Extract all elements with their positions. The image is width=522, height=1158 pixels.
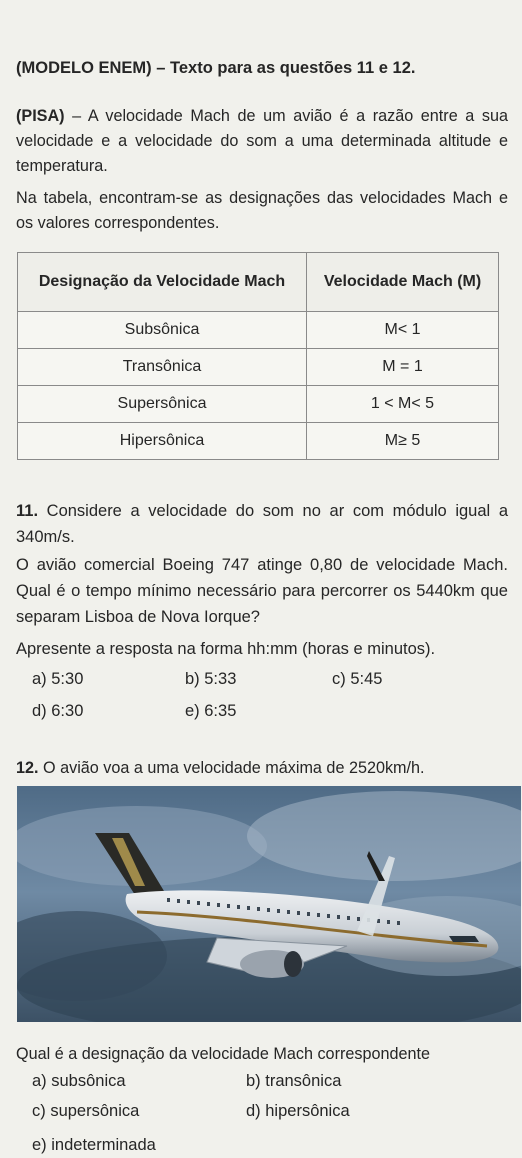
- q11-option-e[interactable]: e) 6:35: [185, 702, 237, 720]
- table-row: [18, 312, 499, 349]
- q11-option-b[interactable]: b) 5:33: [185, 670, 237, 688]
- table-row: [18, 349, 499, 386]
- q11-question: O avião comercial Boeing 747 atinge 0,80 de velocidade Mach. Qual é o tempo mínimo necessário para percorrer os 5440km que separam Lisboa de Nova Iorque?: [16, 556, 508, 626]
- q11-number: 11.: [16, 502, 39, 520]
- header-title: (MODELO ENEM) – Texto para as questões 11 e 12.: [16, 59, 416, 77]
- q12-number: 12.: [16, 759, 39, 777]
- table-cell: M< 1: [307, 312, 499, 349]
- intro-lead: (PISA): [16, 107, 65, 125]
- q12-text: O avião voa a uma velocidade máxima de 2520km/h.: [38, 759, 425, 777]
- q11-option-c[interactable]: c) 5:45: [332, 670, 383, 688]
- intro-table-note: Na tabela, encontram-se as designações das velocidades Mach e os valores correspondentes.: [16, 189, 508, 232]
- q11-instruction: Apresente a resposta na forma hh:mm (horas e minutos).: [16, 640, 436, 658]
- q11-option-a[interactable]: a) 5:30: [32, 670, 84, 688]
- table-header-row: [18, 253, 499, 312]
- intro-paragraph: [16, 104, 508, 179]
- q12-option-b[interactable]: b) transônica: [246, 1072, 342, 1090]
- table-cell: 1 < M< 5: [307, 386, 499, 423]
- table-row: [18, 423, 499, 460]
- q11-text: Considere a velocidade do som no ar com módulo igual a 340m/s.: [16, 502, 508, 546]
- table-cell: Supersônica: [18, 386, 307, 423]
- q12-option-c[interactable]: c) supersônica: [32, 1102, 140, 1120]
- table-header-velocity: Velocidade Mach (M): [307, 253, 499, 312]
- airplane-image: [17, 786, 521, 1022]
- table-header-designation: Designação da Velocidade Mach: [18, 253, 307, 312]
- q12-option-a[interactable]: a) subsônica: [32, 1072, 126, 1090]
- table-row: [18, 386, 499, 423]
- table-cell: Hipersônica: [18, 423, 307, 460]
- intro-text: – A velocidade Mach de um avião é a razão entre a sua velocidade e a velocidade do som a uma determinada altitude e temperatura.: [16, 107, 508, 175]
- mach-table: [17, 252, 499, 460]
- table-cell: M≥ 5: [307, 423, 499, 460]
- table-cell: Transônica: [18, 349, 307, 386]
- table-cell: M = 1: [307, 349, 499, 386]
- q12-option-e[interactable]: e) indeterminada: [32, 1136, 156, 1154]
- q12-question: Qual é a designação da velocidade Mach correspondente: [16, 1045, 430, 1063]
- q12-statement: [16, 756, 522, 781]
- q11-option-d[interactable]: d) 6:30: [32, 702, 84, 720]
- q11-statement: [16, 498, 508, 550]
- q12-option-d[interactable]: d) hipersônica: [246, 1102, 350, 1120]
- airplane-photo: [17, 786, 521, 1022]
- table-cell: Subsônica: [18, 312, 307, 349]
